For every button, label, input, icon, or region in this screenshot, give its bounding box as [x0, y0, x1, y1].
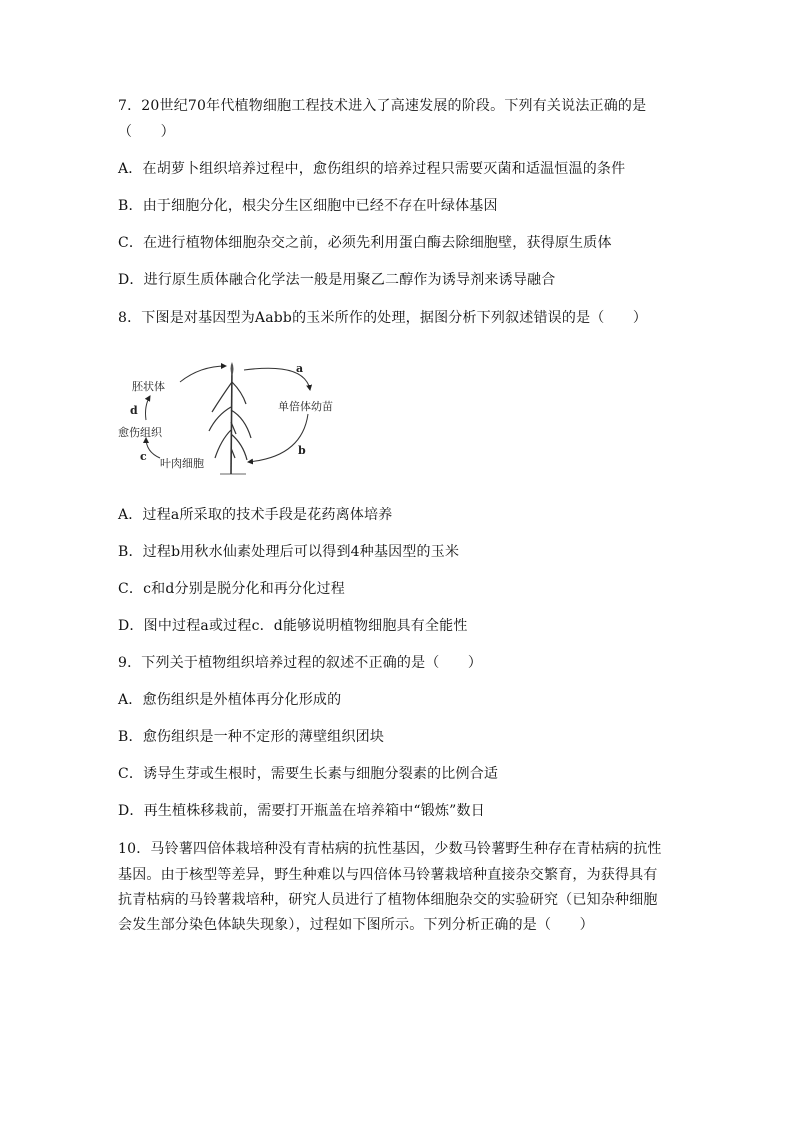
q7-option-a: A．在胡萝卜组织培养过程中，愈伤组织的培养过程只需要灭菌和适温恒温的条件 — [118, 161, 626, 177]
arrow-c — [146, 438, 160, 458]
label-mesophyll-cell: 叶肉细胞 — [160, 457, 204, 470]
q9-option-a: A．愈伤组织是外植体再分化形成的 — [118, 692, 342, 708]
q9-option-b: B．愈伤组织是一种不定形的薄壁组织团块 — [118, 729, 385, 745]
q8-option-d: D．图中过程a或过程c．d能够说明植物细胞具有全能性 — [118, 618, 468, 634]
letter-a: a — [296, 362, 304, 375]
q10-stem-line2: 基因。由于核型等差异，野生种难以与四倍体马铃薯栽培种直接杂交繁育，为获得具有 — [118, 867, 658, 883]
q9-option-c: C．诱导生芽或生根时，需要生长素与细胞分裂素的比例合适 — [118, 766, 499, 782]
label-callus: 愈伤组织 — [118, 426, 162, 439]
q7-option-d: D．进行原生质体融合化学法一般是用聚乙二醇作为诱导剂来诱导融合 — [118, 272, 556, 288]
q8-stem: 8．下图是对基因型为Aabb的玉米所作的处理，据图分析下列叙述错误的是（ ） — [118, 310, 648, 326]
corn-plant-drawing — [209, 362, 251, 474]
label-haploid-seedling: 单倍体幼苗 — [278, 400, 333, 413]
q7-stem-line2: （ ） — [118, 124, 175, 140]
arrow-embryoid-plant — [180, 366, 226, 382]
letter-c: c — [140, 450, 147, 463]
label-embryoid: 胚状体 — [132, 380, 165, 393]
q7-option-c: C．在进行植物体细胞杂交之前，必须先利用蛋白酶去除细胞壁，获得原生质体 — [118, 235, 612, 251]
q10-stem-line3: 抗青枯病的马铃薯栽培种，研究人员进行了植物体细胞杂交的实验研究（已知杂种细胞 — [118, 892, 658, 908]
corn-diagram-svg — [110, 352, 370, 482]
letter-b: b — [298, 444, 306, 457]
q10-stem-line1: 10．马铃薯四倍体栽培种没有青枯病的抗性基因，少数马铃薯野生种存在青枯病的抗性 — [118, 841, 662, 857]
q10-stem-line4: 会发生部分染色体缺失现象），过程如下图所示。下列分析正确的是（ ） — [118, 917, 594, 933]
q8-option-b: B．过程b用秋水仙素处理后可以得到4种基因型的玉米 — [118, 544, 460, 560]
q9-option-d: D．再生植株移栽前，需要打开瓶盖在培养箱中“锻炼”数日 — [118, 803, 485, 819]
arrow-d — [146, 396, 151, 420]
q7-stem-line1: 7．20世纪70年代植物细胞工程技术进入了高速发展的阶段。下列有关说法正确的是 — [118, 98, 647, 114]
q8-option-a: A．过程a所采取的技术手段是花药离体培养 — [118, 507, 393, 523]
q9-stem: 9．下列关于植物组织培养过程的叙述不正确的是（ ） — [118, 655, 483, 671]
corn-treatment-diagram — [110, 352, 370, 482]
q7-option-b: B．由于细胞分化，根尖分生区细胞中已经不存在叶绿体基因 — [118, 198, 498, 214]
letter-d: d — [130, 404, 138, 417]
q8-option-c: C．c和d分别是脱分化和再分化过程 — [118, 581, 345, 597]
